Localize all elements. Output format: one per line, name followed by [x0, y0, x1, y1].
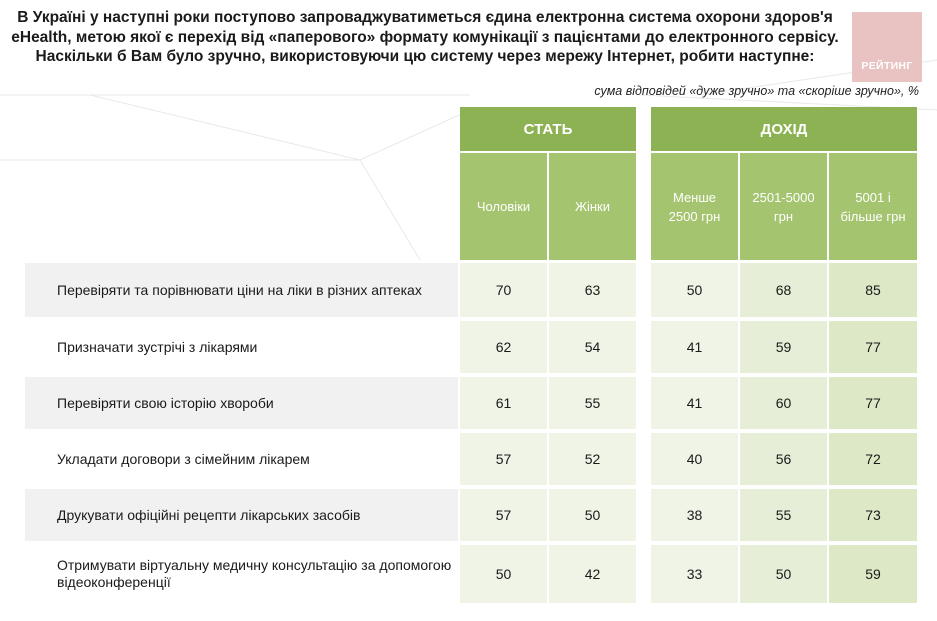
value-cell: 33 [651, 545, 738, 603]
value-cell: 38 [651, 489, 738, 541]
column-header: 5001 і більше грн [829, 153, 917, 260]
column-header: 2501-5000 грн [740, 153, 827, 260]
value-cell: 50 [740, 545, 827, 603]
value-cell: 50 [460, 545, 547, 603]
column-header: Чоловіки [460, 153, 547, 260]
value-cell: 41 [651, 321, 738, 373]
value-cell: 57 [460, 433, 547, 485]
row-label: Друкувати офіційні рецепти лікарських засобів [25, 489, 458, 541]
value-cell: 68 [740, 263, 827, 317]
value-cell: 77 [829, 377, 917, 429]
row-label: Призначати зустрічі з лікарями [25, 321, 458, 373]
value-cell: 50 [651, 263, 738, 317]
value-cell: 41 [651, 377, 738, 429]
value-cell: 62 [460, 321, 547, 373]
group-header: ДОХІД [651, 107, 917, 151]
logo-text: РЕЙТИНГ [861, 60, 913, 72]
value-cell: 54 [549, 321, 636, 373]
row-label: Перевіряти свою історію хвороби [25, 377, 458, 429]
group-header: СТАТЬ [460, 107, 636, 151]
value-cell: 56 [740, 433, 827, 485]
value-cell: 63 [549, 263, 636, 317]
row-label: Отримувати віртуальну медичну консультацію за допомогою відеоконференції [25, 545, 458, 603]
value-cell: 57 [460, 489, 547, 541]
value-cell: 40 [651, 433, 738, 485]
value-cell: 50 [549, 489, 636, 541]
table-subtitle: сума відповідей «дуже зручно» та «скоріше зручно», % [594, 84, 919, 98]
row-label: Укладати договори з сімейним лікарем [25, 433, 458, 485]
value-cell: 55 [740, 489, 827, 541]
value-cell: 73 [829, 489, 917, 541]
value-cell: 52 [549, 433, 636, 485]
row-label: Перевіряти та порівнювати ціни на ліки в різних аптеках [25, 263, 458, 317]
value-cell: 72 [829, 433, 917, 485]
column-header: Жінки [549, 153, 636, 260]
value-cell: 85 [829, 263, 917, 317]
value-cell: 59 [829, 545, 917, 603]
value-cell: 77 [829, 321, 917, 373]
value-cell: 60 [740, 377, 827, 429]
rating-logo [852, 12, 922, 82]
value-cell: 55 [549, 377, 636, 429]
value-cell: 61 [460, 377, 547, 429]
value-cell: 42 [549, 545, 636, 603]
question-text: В Україні у наступні роки поступово запроваджуватиметься єдина електронна система охорони здоров'я eHealth, метою якої є перехід від «паперового» формату комунікації з пацієнтами до електронного сервісу. Наскільки б Вам було зручно, використовуючи цю систему через мережу Інтернет, робити наступне: [11, 9, 839, 65]
value-cell: 59 [740, 321, 827, 373]
column-header: Менше 2500 грн [651, 153, 738, 260]
value-cell: 70 [460, 263, 547, 317]
